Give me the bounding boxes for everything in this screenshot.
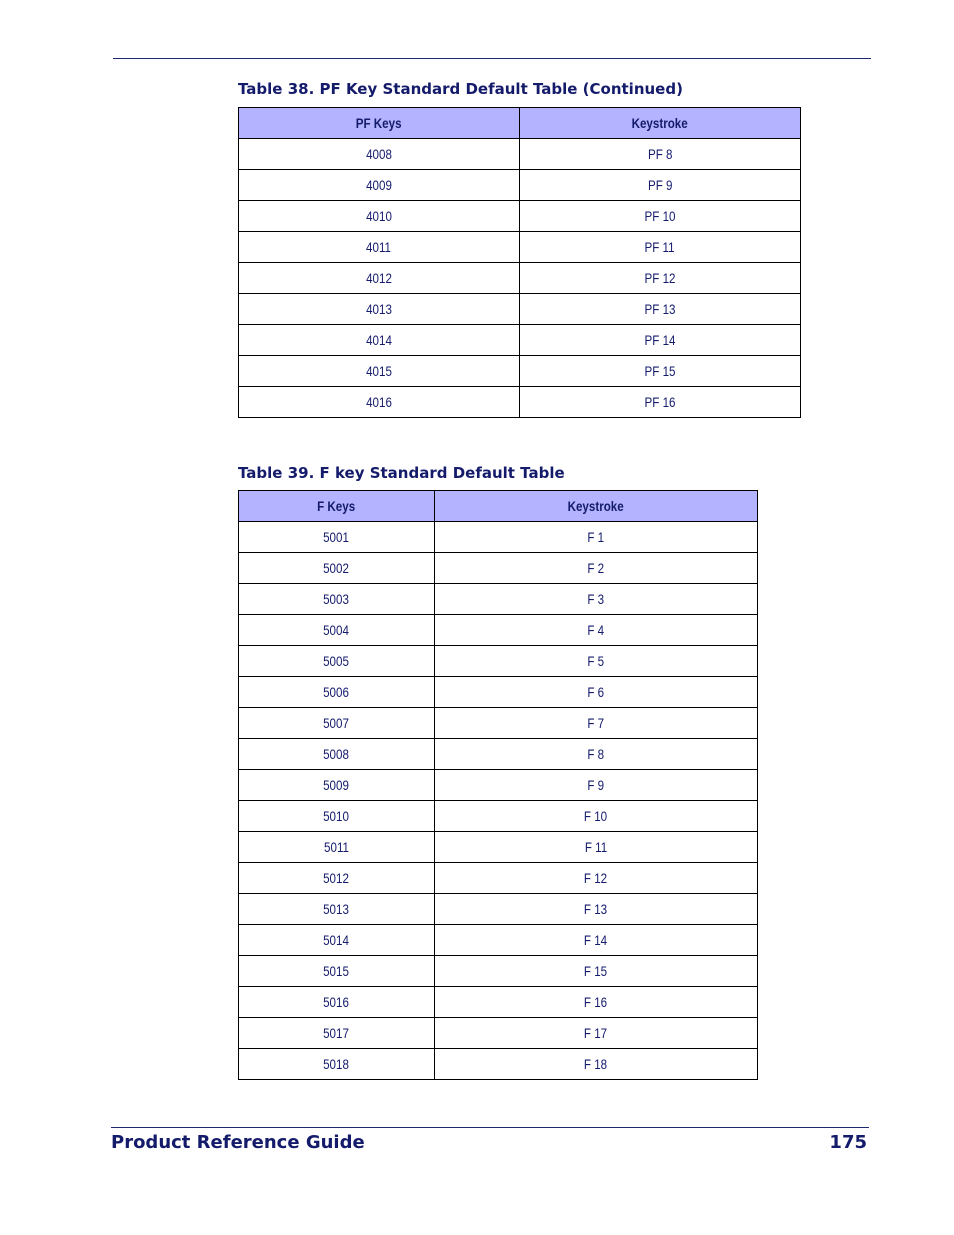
key-code-cell: 5010 (239, 801, 435, 832)
column-header-pf-keys: PF Keys (239, 108, 520, 139)
key-code-cell: 5009 (239, 770, 435, 801)
keystroke-cell: F 4 (435, 615, 758, 646)
table-row (239, 708, 758, 739)
key-code-cell: 5006 (239, 677, 435, 708)
table-row (239, 677, 758, 708)
f-key-table (238, 490, 758, 1080)
table-row (239, 739, 758, 770)
key-code-cell: 5016 (239, 987, 435, 1018)
footer-rule (111, 1127, 869, 1128)
key-code-cell: 4016 (239, 387, 520, 418)
key-code-cell: 5002 (239, 553, 435, 584)
column-header-keystroke: Keystroke (520, 108, 801, 139)
column-header-f-keys: F Keys (239, 491, 435, 522)
key-code-cell: 5005 (239, 646, 435, 677)
key-code-cell: 5007 (239, 708, 435, 739)
keystroke-cell: F 6 (435, 677, 758, 708)
pf-key-table-body (239, 139, 801, 418)
header-rule (113, 58, 871, 59)
key-code-cell: 4008 (239, 139, 520, 170)
key-code-cell: 4010 (239, 201, 520, 232)
keystroke-cell: F 14 (435, 925, 758, 956)
keystroke-cell: F 16 (435, 987, 758, 1018)
keystroke-cell: F 7 (435, 708, 758, 739)
key-code-cell: 4009 (239, 170, 520, 201)
key-code-cell: 4011 (239, 232, 520, 263)
key-code-cell: 4015 (239, 356, 520, 387)
keystroke-cell: F 13 (435, 894, 758, 925)
key-code-cell: 5015 (239, 956, 435, 987)
table-row (239, 356, 801, 387)
footer-title: Product Reference Guide (111, 1132, 365, 1153)
key-code-cell: 5001 (239, 522, 435, 553)
keystroke-cell: F 3 (435, 584, 758, 615)
table-header-row (239, 491, 758, 522)
keystroke-cell: PF 10 (520, 201, 801, 232)
keystroke-cell: F 17 (435, 1018, 758, 1049)
key-code-cell: 5008 (239, 739, 435, 770)
table-row (239, 232, 801, 263)
table-38-caption: Table 38. PF Key Standard Default Table (Continued) (238, 80, 683, 98)
column-header-keystroke: Keystroke (435, 491, 758, 522)
keystroke-cell: F 5 (435, 646, 758, 677)
table-row (239, 263, 801, 294)
table-39-caption: Table 39. F key Standard Default Table (238, 464, 565, 482)
keystroke-cell: PF 11 (520, 232, 801, 263)
key-code-cell: 5004 (239, 615, 435, 646)
keystroke-cell: F 8 (435, 739, 758, 770)
table-row (239, 646, 758, 677)
table-row (239, 925, 758, 956)
table-row (239, 615, 758, 646)
table-row (239, 553, 758, 584)
table-header-row (239, 108, 801, 139)
keystroke-cell: PF 16 (520, 387, 801, 418)
table-row (239, 325, 801, 356)
table-row (239, 584, 758, 615)
table-row (239, 170, 801, 201)
pf-key-table (238, 107, 801, 418)
key-code-cell: 5011 (239, 832, 435, 863)
keystroke-cell: F 2 (435, 553, 758, 584)
keystroke-cell: F 18 (435, 1049, 758, 1080)
keystroke-cell: PF 13 (520, 294, 801, 325)
table-row (239, 770, 758, 801)
keystroke-cell: PF 15 (520, 356, 801, 387)
key-code-cell: 5013 (239, 894, 435, 925)
keystroke-cell: F 15 (435, 956, 758, 987)
table-row (239, 987, 758, 1018)
table-row (239, 201, 801, 232)
table-row (239, 956, 758, 987)
table-row (239, 522, 758, 553)
page-number: 175 (829, 1132, 867, 1153)
key-code-cell: 4013 (239, 294, 520, 325)
key-code-cell: 5012 (239, 863, 435, 894)
table-row (239, 1049, 758, 1080)
table-row (239, 832, 758, 863)
f-key-table-body (239, 522, 758, 1080)
key-code-cell: 5003 (239, 584, 435, 615)
keystroke-cell: PF 9 (520, 170, 801, 201)
key-code-cell: 4012 (239, 263, 520, 294)
table-row (239, 801, 758, 832)
key-code-cell: 5018 (239, 1049, 435, 1080)
keystroke-cell: F 9 (435, 770, 758, 801)
table-row (239, 139, 801, 170)
table-row (239, 863, 758, 894)
table-row (239, 1018, 758, 1049)
keystroke-cell: F 1 (435, 522, 758, 553)
key-code-cell: 5014 (239, 925, 435, 956)
table-row (239, 894, 758, 925)
keystroke-cell: PF 14 (520, 325, 801, 356)
keystroke-cell: F 11 (435, 832, 758, 863)
keystroke-cell: PF 12 (520, 263, 801, 294)
table-row (239, 294, 801, 325)
keystroke-cell: F 10 (435, 801, 758, 832)
table-row (239, 387, 801, 418)
keystroke-cell: F 12 (435, 863, 758, 894)
key-code-cell: 5017 (239, 1018, 435, 1049)
key-code-cell: 4014 (239, 325, 520, 356)
keystroke-cell: PF 8 (520, 139, 801, 170)
